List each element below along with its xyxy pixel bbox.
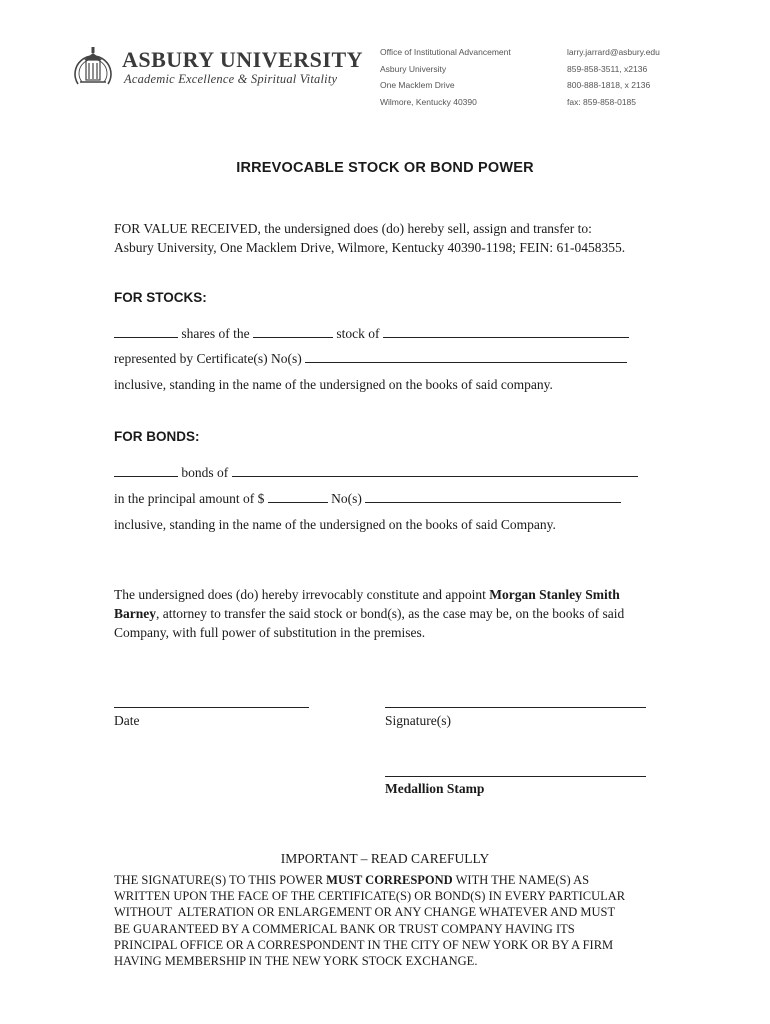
important-line-4: BE GUARANTEED BY A COMMERICAL BANK OR TRUST COMPANY HAVING ITS — [114, 921, 575, 936]
document-title: IRREVOCABLE STOCK OR BOND POWER — [236, 160, 534, 176]
important-title: IMPORTANT – READ CAREFULLY — [280, 851, 490, 866]
appointment-text-line-3: Company, with full power of substitution in the premises. — [114, 625, 426, 640]
important-line-1-pre: THE SIGNATURE(S) TO THIS POWER — [114, 873, 327, 887]
label-represented-by: represented by Certificate(s) No(s) — [114, 351, 302, 366]
contact-street: One Macklem Drive — [380, 80, 455, 90]
company-name-field[interactable] — [383, 325, 629, 338]
label-bond-nos: No(s) — [331, 491, 362, 506]
medallion-stamp-field[interactable] — [385, 776, 646, 777]
intro-line-1: FOR VALUE RECEIVED, the undersigned does (do) hereby sell, assign and transfer to: — [114, 221, 592, 236]
label-shares-of-the: shares of the — [181, 326, 250, 341]
share-class-field[interactable] — [253, 325, 333, 338]
contact-tollfree: 800-888-1818, x 2136 — [567, 80, 651, 90]
appointment-paragraph — [114, 585, 674, 642]
stocks-heading: FOR STOCKS: — [114, 290, 207, 305]
bonds-line-2 — [114, 490, 621, 507]
shares-count-field[interactable] — [114, 325, 178, 338]
important-line-2: WRITTEN UPON THE FACE OF THE CERTIFICATE(S) OR BOND(S) IN EVERY PARTICULAR — [114, 889, 626, 904]
certificate-numbers-field[interactable] — [305, 350, 627, 363]
label-principal-amount: in the principal amount of $ — [114, 491, 265, 506]
date-label: Date — [114, 713, 140, 728]
contact-block-left — [380, 44, 511, 110]
contact-fax: fax: 859-858-0185 — [567, 96, 636, 107]
signature-label: Signature(s) — [385, 713, 451, 728]
attorney-name-part-1: Morgan Stanley Smith — [489, 587, 620, 602]
important-line-5: PRINCIPAL OFFICE OR A CORRESPONDENT IN THE CITY OF NEW YORK OR BY A FIRM — [114, 937, 614, 952]
contact-city: Wilmore, Kentucky 40390 — [380, 96, 477, 107]
bonds-count-field[interactable] — [114, 464, 178, 477]
bond-issuer-field[interactable] — [232, 464, 638, 477]
date-field[interactable] — [114, 707, 309, 708]
signature-field[interactable] — [385, 707, 646, 708]
bond-numbers-field[interactable] — [365, 490, 621, 503]
contact-email[interactable]: larry.jarrard@asbury.edu — [567, 47, 660, 57]
important-line-6: HAVING MEMBERSHIP IN THE NEW YORK STOCK EXCHANGE. — [114, 954, 478, 969]
attorney-name-part-2: Barney — [114, 606, 156, 621]
bonds-inclusive-text: inclusive, standing in the name of the undersigned on the books of said Company. — [114, 517, 556, 532]
bonds-line-1 — [114, 464, 638, 481]
stocks-line-2 — [114, 350, 627, 367]
label-stock-of: stock of — [336, 326, 380, 341]
contact-office: Office of Institutional Advancement — [380, 47, 511, 57]
building-cupola-icon — [72, 42, 114, 88]
important-notice — [114, 872, 674, 969]
important-emphasis: MUST CORRESPOND — [326, 873, 453, 887]
bonds-heading: FOR BONDS: — [114, 429, 200, 444]
institution-name: ASBURY UNIVERSITY — [122, 47, 364, 72]
principal-amount-field[interactable] — [268, 490, 328, 503]
stocks-inclusive-text: inclusive, standing in the name of the undersigned on the books of said company. — [114, 377, 553, 392]
important-line-3: WITHOUT ALTERATION OR ENLARGEMENT OR ANY CHANGE WHATEVER AND MUST — [114, 905, 616, 920]
appointment-text-pre: The undersigned does (do) hereby irrevocably constitute and appoint — [114, 587, 490, 602]
important-line-1-post: WITH THE NAME(S) AS — [452, 873, 590, 887]
stocks-line-1 — [114, 325, 629, 342]
contact-block-right — [567, 44, 660, 110]
contact-university: Asbury University — [380, 63, 447, 74]
institution-tagline: Academic Excellence & Spiritual Vitality — [124, 72, 338, 86]
appointment-text-post: , attorney to transfer the said stock or bond(s), as the case may be, on the books of said — [156, 606, 625, 621]
medallion-stamp-label: Medallion Stamp — [385, 781, 485, 796]
label-bonds-of: bonds of — [181, 465, 229, 480]
contact-phone: 859-858-3511, x2136 — [567, 63, 648, 74]
intro-line-2: Asbury University, One Macklem Drive, Wilmore, Kentucky 40390-1198; FEIN: 61-0458355. — [114, 240, 626, 255]
